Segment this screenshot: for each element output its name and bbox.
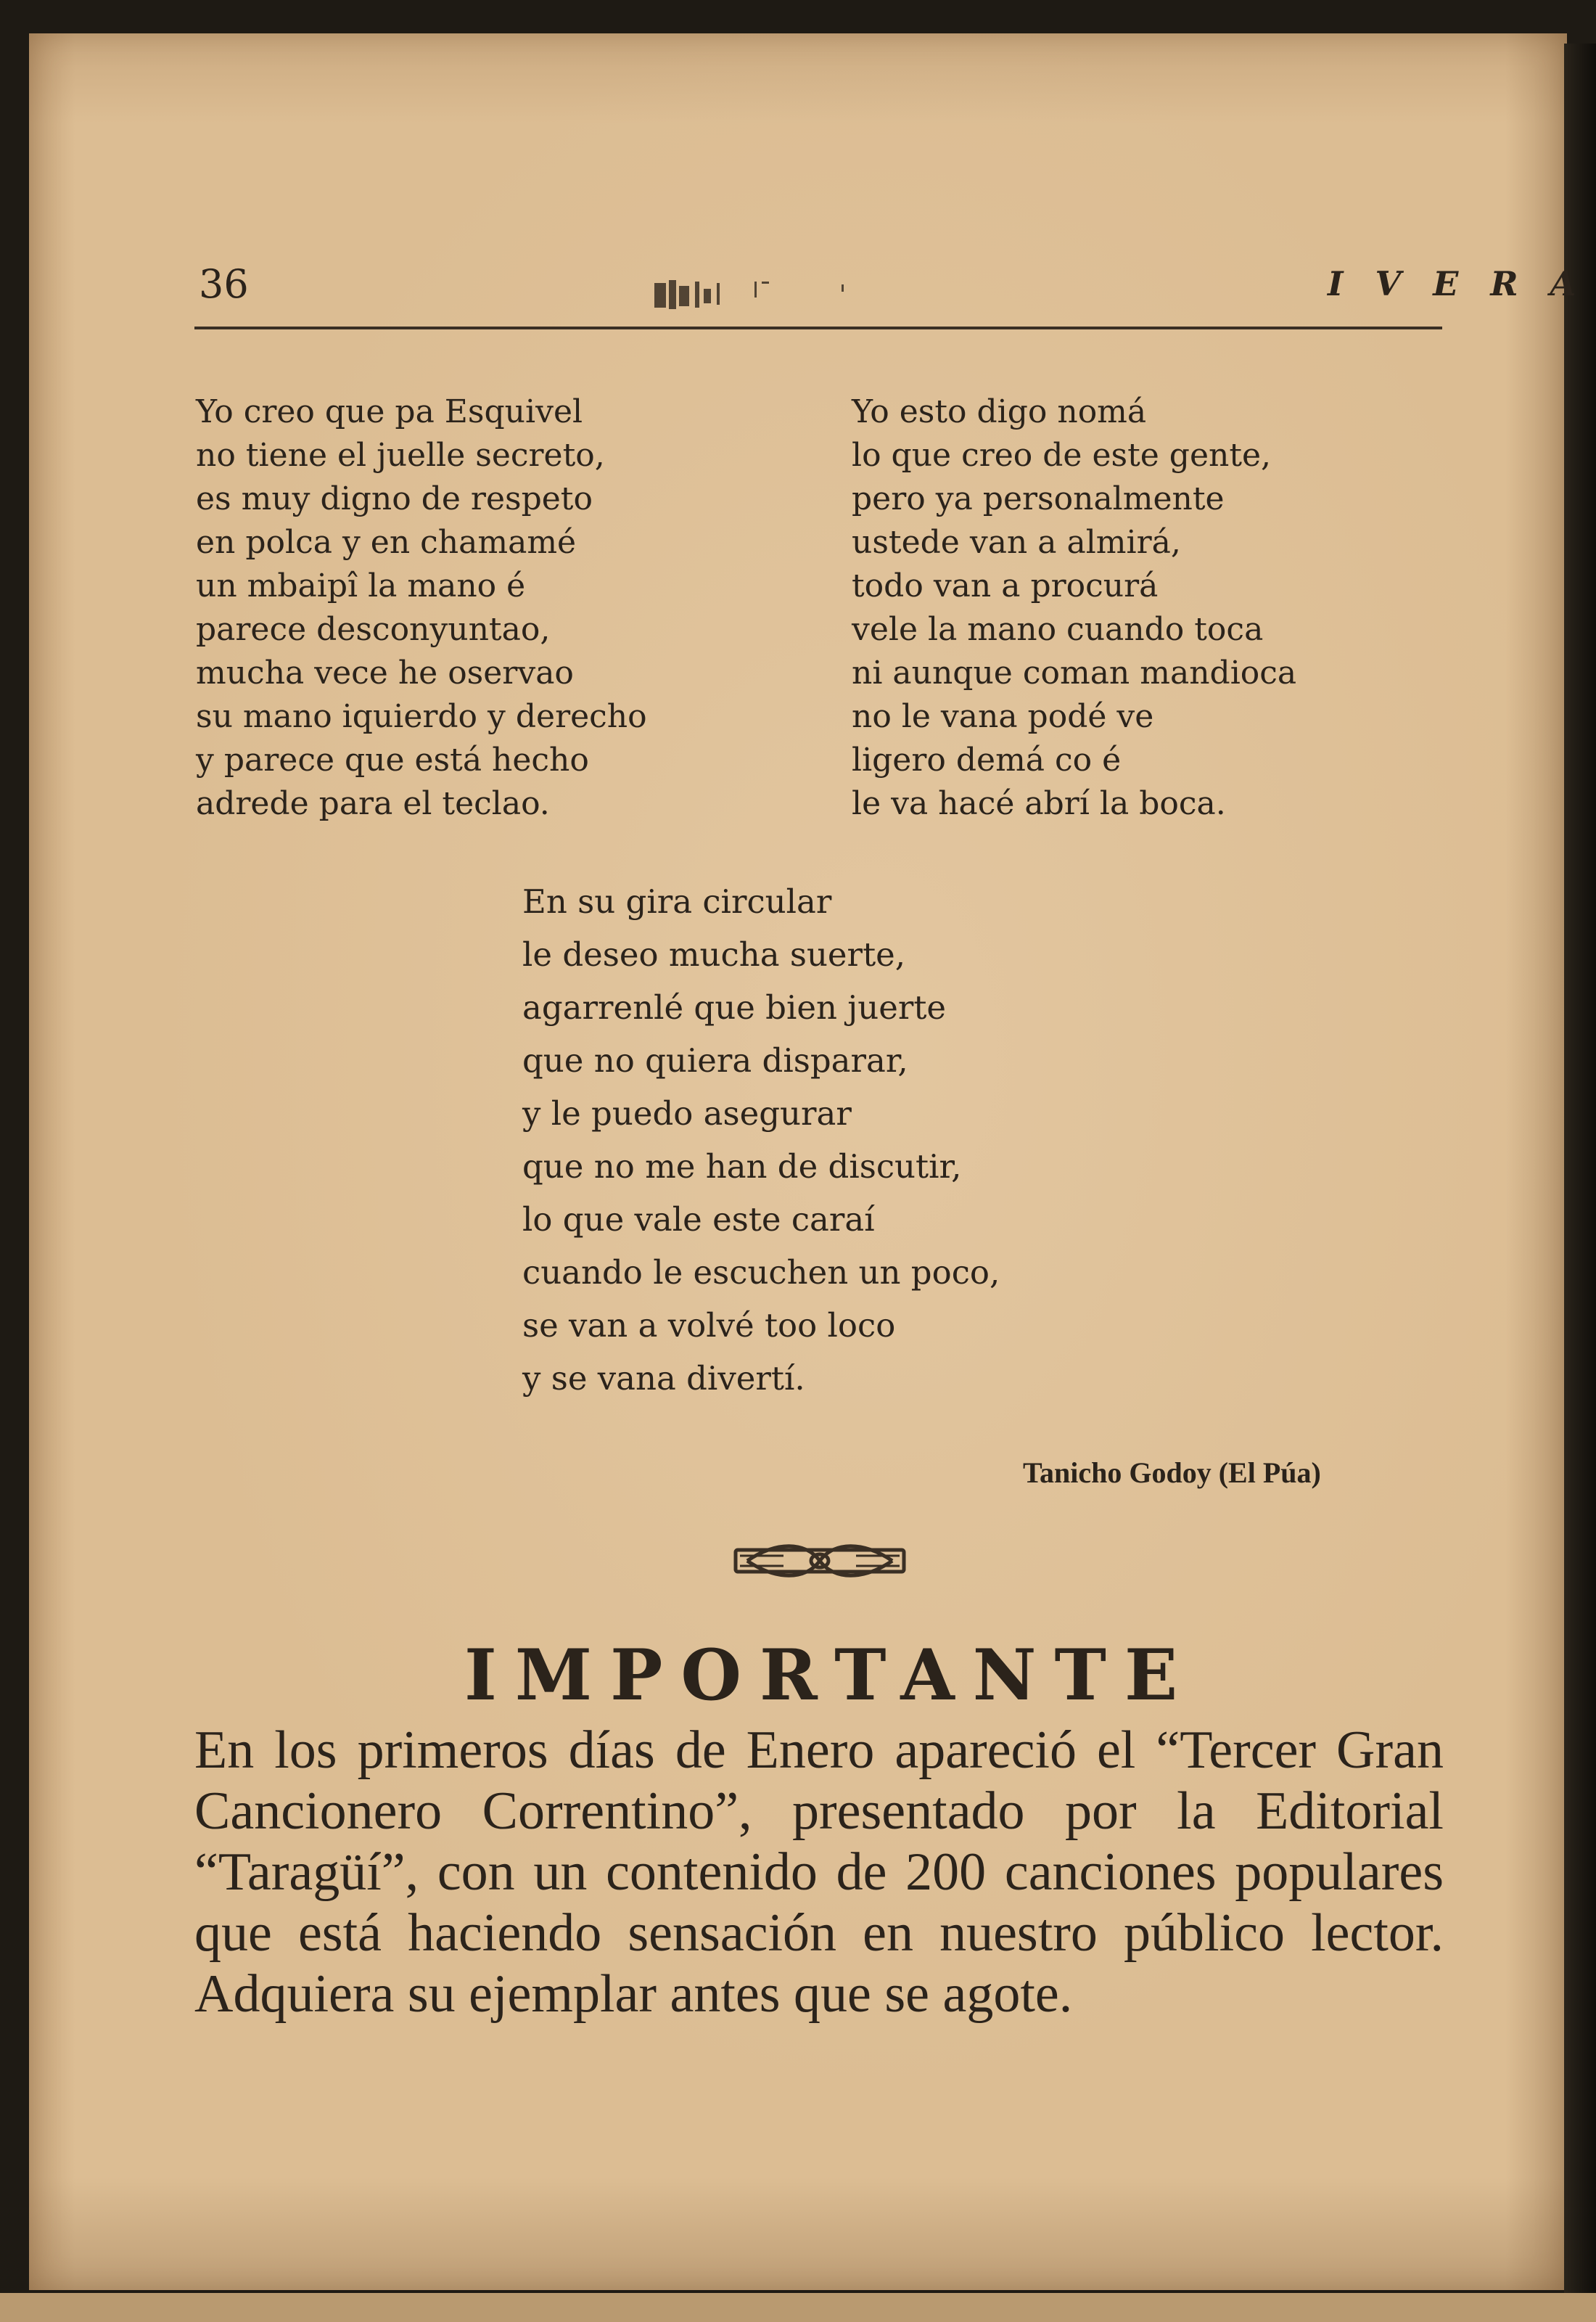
poem-line: no tiene el juelle secreto, (196, 437, 605, 474)
poem-line: un mbaipî la mano é (196, 567, 526, 604)
poem-line: le va hacé abrí la boca. (852, 785, 1226, 822)
poem-line: es muy digno de respeto (196, 480, 593, 517)
poem-stanza-right (852, 390, 1296, 826)
poem-line: mucha vece he oservao (196, 655, 574, 692)
page-bottom-edge (0, 2293, 1596, 2322)
header-ornament-icon (653, 273, 929, 316)
poem-line: parece desconyuntao, (196, 611, 551, 648)
poem-line: todo van a procurá (852, 567, 1159, 604)
poem-line: y le puedo asegurar (522, 1094, 852, 1133)
poem-line: ni aunque coman mandioca (852, 655, 1297, 692)
poem-line: en polca y en chamamé (196, 524, 577, 561)
poem-line: lo que vale este caraí (522, 1200, 875, 1239)
poem-line: no le vana podé ve (852, 698, 1154, 735)
poem-line: Yo creo que pa Esquivel (196, 393, 583, 430)
poem-line: pero ya personalmente (852, 480, 1225, 517)
book-spine-edge (1564, 44, 1596, 2293)
poem-line: que no quiera disparar, (522, 1041, 908, 1080)
running-title: I V E R A (1328, 264, 1587, 303)
poem-signature: Tanicho Godoy (El Púa) (1023, 1456, 1321, 1489)
notice-body: En los primeros días de Enero apareció el “Tercer Gran Cancionero Correntino”, presentado por la Editorial “Taragüí”, con un contenido de 200 canciones populares que está haciendo sensación en nuestro público lector. Adquiera su ejemplar antes que se agote. (194, 1720, 1444, 2024)
poem-line: que no me han de discutir, (522, 1147, 962, 1186)
poem-line: adrede para el teclao. (196, 785, 550, 822)
poem-line: y se vana divertí. (522, 1359, 805, 1398)
poem-line: lo que creo de este gente, (852, 437, 1272, 474)
poem-stanza-left (196, 390, 647, 826)
poem-line: cuando le escuchen un poco, (522, 1253, 1000, 1292)
poem-line: vele la mano cuando toca (852, 611, 1264, 648)
poem-line: ustede van a almirá, (852, 524, 1181, 561)
poem-stanza-closing (522, 875, 1000, 1405)
page-number: 36 (199, 261, 249, 307)
notice-title: IMPORTANTE (464, 1634, 1196, 1716)
poem-line: se van a volvé too loco (522, 1306, 896, 1345)
poem-line: su mano iquierdo y derecho (196, 698, 647, 735)
poem-line: Yo esto digo nomá (852, 393, 1147, 430)
poem-line: le deseo mucha suerte, (522, 935, 906, 974)
poem-line: En su gira circular (522, 882, 832, 921)
poem-line: ligero demá co é (852, 742, 1122, 779)
poem-line: agarrenlé que bien juerte (522, 988, 947, 1027)
header-rule (194, 327, 1442, 329)
section-divider-ornament-icon (733, 1538, 907, 1583)
poem-line: y parece que está hecho (196, 742, 589, 779)
